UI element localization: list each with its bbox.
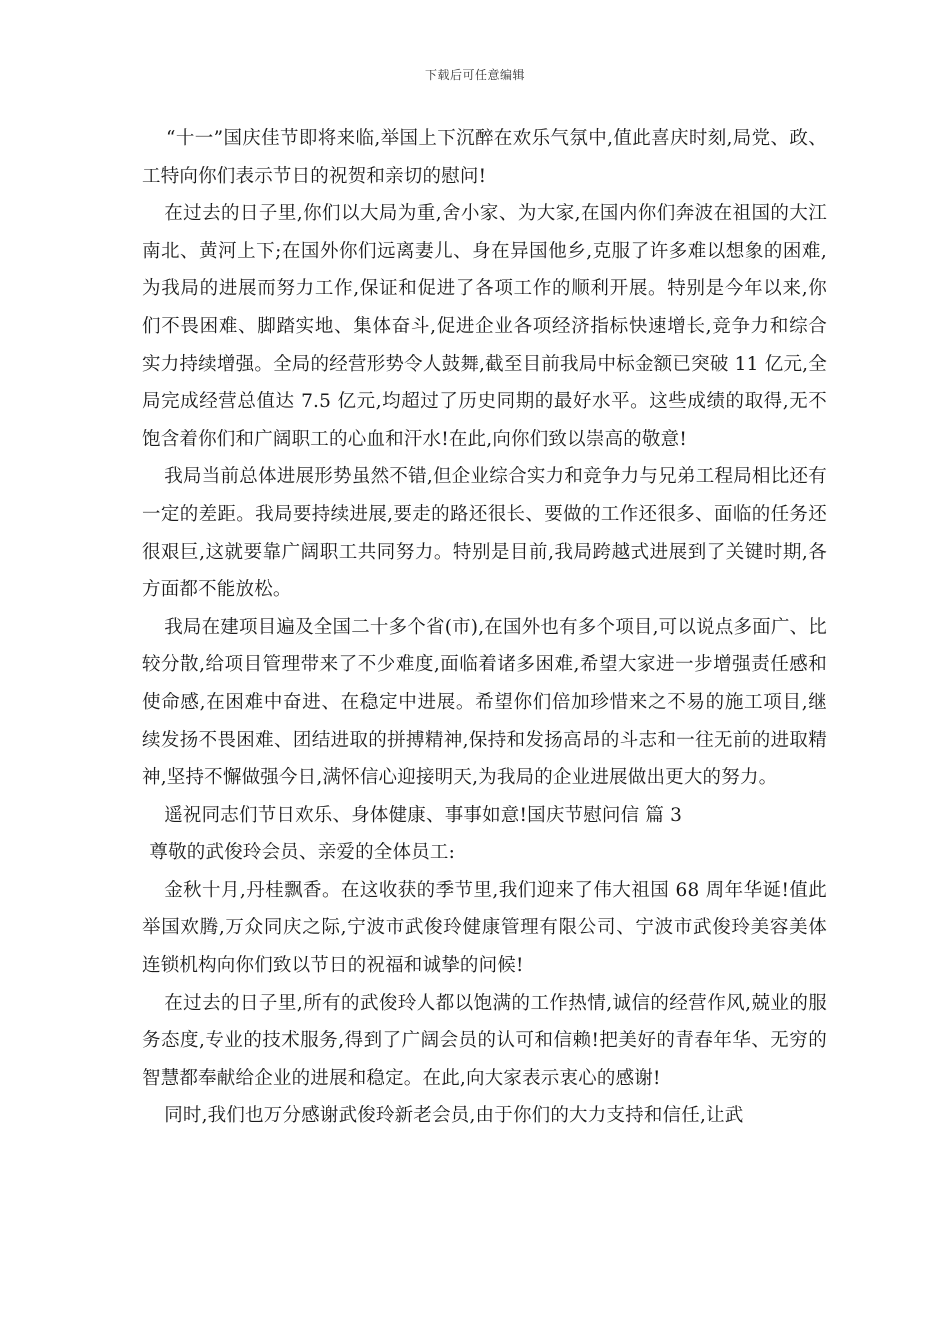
page-header-note: 下载后可任意编辑: [424, 68, 525, 82]
paragraph-national-day: 金秋十月,丹桂飘香。在这收获的季节里,我们迎来了伟大祖国 68 周年华诞!值此举国欢腾,万众同庆之际,宁波市武俊玲健康管理有限公司、宁波市武俊玲美容美体连锁机构向你们致以节日的祝福和诚挚的问候!: [142, 879, 827, 977]
letter-body: [142, 120, 827, 1135]
paragraph-projects: 我局在建项目遍及全国二十多个省(市),在国外也有多个项目,可以说点多面广、比较分散,给项目管理带来了不少难度,面临着诸多困难,希望大家进一步增强责任感和使命感,在困难中奋进、在稳定中进展。希望你们倍加珍惜来之不易的施工项目,继续发扬不畏困难、团结进取的拼搏精神,保持和发扬高昂的斗志和一往无前的进取精神,坚持不懈做强今日,满怀信心迎接明天,为我局的企业进展做出更大的努力。: [142, 616, 827, 789]
paragraph-closing-wish: 遥祝同志们节日欢乐、身体健康、事事如意!国庆节慰问信 篇 3: [164, 804, 683, 826]
paragraph-thanks-staff: 在过去的日子里,所有的武俊玲人都以饱满的工作热情,诚信的经营作风,兢业的服务态度,专业的技术服务,得到了广阔会员的认可和信赖!把美好的青春年华、无穷的智慧都奉献给企业的进展和稳定。在此,向大家表示衷心的感谢!: [142, 992, 827, 1089]
letter-salutation: 尊敬的武俊玲会员、亲爱的全体员工:: [149, 842, 456, 864]
paragraph-achievements: 在过去的日子里,你们以大局为重,舍小家、为大家,在国内你们奔波在祖国的大江南北、黄河上下;在国外你们远离妻儿、身在异国他乡,克服了许多难以想象的困难,为我局的进展而努力工作,保证和促进了各项工作的顺利开展。特别是今年以来,你们不畏困难、脚踏实地、集体奋斗,促进企业各项经济指标快速增长,竞争力和综合实力持续增强。全局的经营形势令人鼓舞,截至目前我局中标金额已突破 11 亿元,全局完成经营总值达 7.5 亿元,均超过了历史同期的最好水平。这些成绩的取得,无不饱含着你们和广阔职工的心血和汗水!在此,向你们致以崇高的敬意!: [142, 203, 827, 450]
paragraph-challenges: 我局当前总体进展形势虽然不错,但企业综合实力和竞争力与兄弟工程局相比还有一定的差距。我局要持续进展,要走的路还很长、要做的工作还很多、面临的任务还很艰巨,这就要靠广阔职工共同努力。特别是目前,我局跨越式进展到了关键时期,各方面都不能放松。: [142, 466, 827, 601]
paragraph-greeting: “十一”国庆佳节即将来临,举国上下沉醉在欢乐气氛中,值此喜庆时刻,局党、政、工特向你们表示节日的祝贺和亲切的慰问!: [142, 128, 827, 187]
paragraph-thanks-members: 同时,我们也万分感谢武俊玲新老会员,由于你们的大力支持和信任,让武: [164, 1105, 744, 1127]
